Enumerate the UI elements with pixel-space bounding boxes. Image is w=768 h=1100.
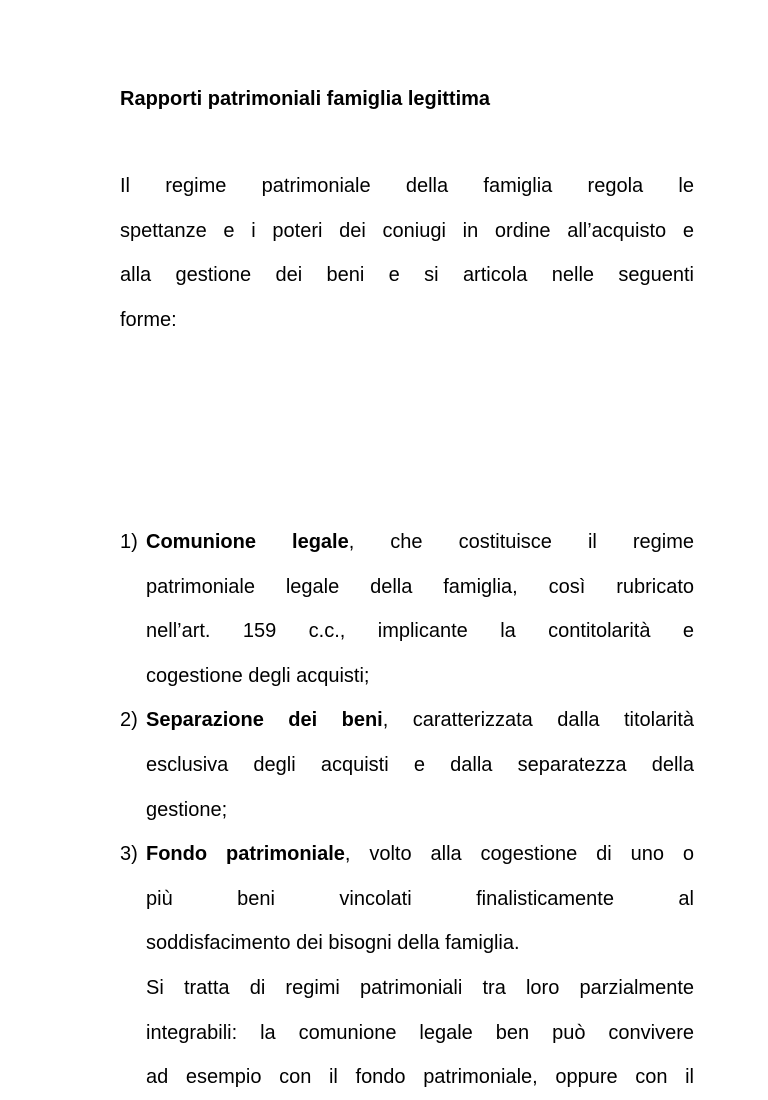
intro-paragraph bbox=[120, 164, 694, 342]
list-item-number: 1) bbox=[120, 531, 138, 553]
intro-line: forme: bbox=[120, 308, 177, 331]
closing-line: integrabili: la comunione legale ben può convivere bbox=[146, 1021, 694, 1044]
list-item-line: esclusiva degli acquisti e dalla separatezza della bbox=[146, 753, 694, 776]
list-item bbox=[120, 832, 694, 966]
intro-line: alla gestione dei beni e si articola nelle seguenti bbox=[120, 264, 694, 287]
closing-paragraph bbox=[120, 966, 694, 1100]
list-item bbox=[120, 698, 694, 832]
list-item-number: 2) bbox=[120, 709, 138, 732]
list-item-first-line-rest: , caratterizzata dalla titolarità bbox=[382, 709, 695, 732]
intro-line: Il regime patrimoniale della famiglia regola le bbox=[120, 175, 694, 197]
list-item-line: più beni vincolati finalisticamente al bbox=[146, 887, 694, 910]
list-item-first-line-rest: , volto alla cogestione di uno o bbox=[344, 843, 695, 866]
regime-list bbox=[120, 520, 694, 1100]
list-item-term: Comunione legale bbox=[146, 531, 349, 553]
list-item-first-line bbox=[146, 832, 694, 877]
list-item-line: patrimoniale legale della famiglia, così rubricato bbox=[146, 575, 694, 598]
list-item-line: soddisfacimento dei bisogni della famiglia. bbox=[146, 932, 520, 955]
list-item-line: cogestione degli acquisti; bbox=[146, 664, 370, 687]
document-title: Rapporti patrimoniali famiglia legittima bbox=[120, 88, 491, 110]
list-item-term: Fondo patrimoniale bbox=[146, 843, 345, 866]
list-item-first-line bbox=[146, 520, 694, 565]
closing-line: ad esempio con il fondo patrimoniale, oppure con il bbox=[146, 1066, 694, 1089]
list-item-first-line bbox=[146, 698, 694, 743]
list-item-line: gestione; bbox=[146, 798, 228, 821]
list-item-line: nell’art. 159 c.c., implicante la contitolarità e bbox=[146, 620, 694, 643]
list-item-first-line-rest: , che costituisce il regime bbox=[348, 531, 694, 553]
intro-line: spettanze e i poteri dei coniugi in ordine all’acquisto e bbox=[120, 219, 694, 242]
list-item-term: Separazione dei beni bbox=[146, 709, 383, 732]
list-item-number: 3) bbox=[120, 843, 138, 866]
list-item bbox=[120, 520, 694, 698]
closing-line: Si tratta di regimi patrimoniali tra loro parzialmente bbox=[146, 976, 694, 999]
